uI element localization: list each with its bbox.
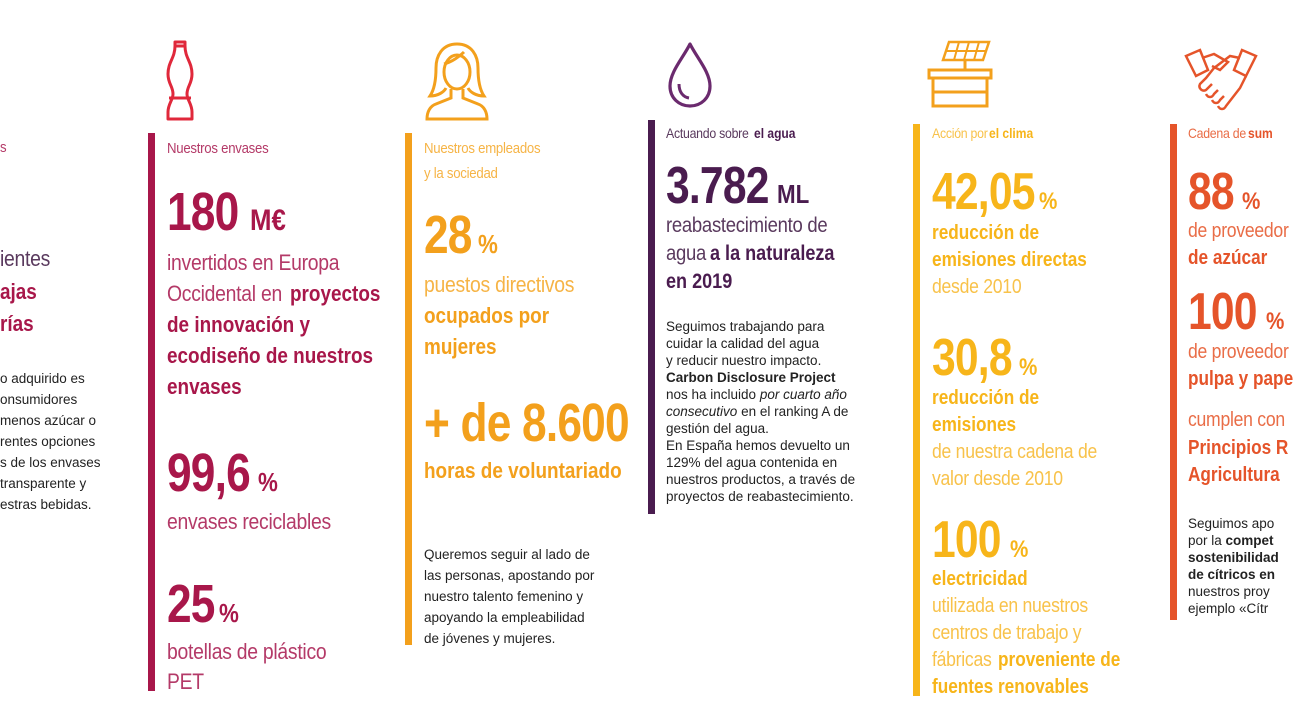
body-line: s de los envases (0, 455, 101, 470)
section-header (1188, 125, 1277, 141)
section-header-part: Acción por (932, 125, 988, 141)
stat-number: 42,05 (932, 163, 1035, 221)
stat-description-bold: a la naturaleza (709, 242, 835, 265)
stat-description: invertidos en Europa (167, 250, 340, 275)
body-line: menos azúcar o (0, 413, 97, 428)
stat-unit: % (478, 229, 498, 259)
stat-description: valor desde 2010 (932, 468, 1063, 490)
stat-description: centros de trabajo y (932, 622, 1082, 644)
woman-icon (422, 40, 492, 122)
body-part: en el ranking A de (741, 404, 849, 419)
body-line: cuidar la calidad del agua (666, 336, 820, 351)
body-line: de jóvenes y mujeres. (424, 631, 556, 646)
stat-180 (167, 183, 292, 241)
section-header-bold: sum (1247, 125, 1273, 141)
stat-description-bold: en 2019 (666, 270, 733, 293)
stat-description-bold: Principios R (1188, 437, 1289, 459)
accent-bar (148, 133, 155, 691)
stat-description-bold: mujeres (424, 334, 497, 359)
stat-description: ajas (0, 279, 37, 304)
accent-bar (405, 133, 412, 645)
accent-bar (648, 120, 655, 514)
body-italic: consecutivo (666, 404, 738, 419)
body-line: las personas, apostando por (424, 568, 595, 583)
body-line: onsumidores (0, 392, 78, 407)
stat-unit: % (1009, 536, 1029, 563)
stat-description-bold: Agricultura (1188, 464, 1280, 486)
body-line (1188, 532, 1274, 549)
section-header-part: Actuando sobre (666, 125, 749, 141)
stat-description-bold: ecodiseño de nuestros (167, 343, 374, 368)
body-line-bold: de cítricos en (1188, 567, 1276, 582)
stat-description-bold: proyectos (289, 281, 381, 306)
stat-description: cumplen con (1188, 409, 1285, 431)
stat-100-suppliers (1188, 284, 1287, 340)
body-line-bold: Carbon Disclosure Project (666, 370, 836, 385)
stat-description-bold: horas de voluntariado (424, 458, 622, 483)
handshake-icon (1184, 48, 1258, 114)
stat-30-8 (932, 330, 1041, 386)
stat-description-bold: proveniente de (997, 649, 1120, 671)
stat-number: 88 (1188, 163, 1234, 221)
stat-description: desde 2010 (932, 276, 1022, 298)
stat-description: rías (0, 311, 34, 336)
water-drop-icon (665, 40, 715, 110)
stat-number: + de 8.600 (424, 393, 629, 453)
body-line: transparente y (0, 476, 87, 491)
body-line: apoyando la empleabilidad (424, 610, 585, 625)
section-header-bold: el clima (989, 125, 1034, 141)
stat-99-6 (167, 444, 281, 502)
stat-description-part: fábricas (932, 649, 992, 671)
stat-description-bold: de innovación y (167, 312, 310, 337)
stat-description-bold: electricidad (932, 568, 1028, 590)
stat-number: 180 (167, 182, 239, 242)
stat-description: botellas de plástico (167, 639, 327, 664)
stat-unit: M€ (250, 204, 286, 237)
body-line: y reducir nuestro impacto. (666, 353, 822, 368)
stat-unit: ML (777, 179, 810, 209)
stat-description-bold: reducción de (932, 222, 1040, 244)
stat-100-electricity (932, 512, 1031, 568)
body-bold: compet (1225, 533, 1274, 548)
body-line: o adquirido es (0, 371, 85, 386)
accent-bar (1170, 124, 1177, 620)
stat-number: 100 (1188, 283, 1257, 341)
body-line-bold: sostenibilidad (1188, 550, 1279, 565)
stat-description (167, 281, 395, 307)
stat-description-bold: emisiones (932, 414, 1017, 436)
stat-description-bold: pulpa y pape (1188, 368, 1293, 390)
stat-description: ientes (0, 246, 51, 271)
stat-description: utilizada en nuestros (932, 595, 1088, 617)
stat-description: puestos directivos (424, 272, 575, 297)
stat-unit: % (1265, 308, 1285, 335)
body-line: Queremos seguir al lado de (424, 547, 590, 562)
body-line: Seguimos trabajando para (666, 319, 825, 334)
stat-description: de proveedor (1188, 341, 1289, 363)
stat-description: reabastecimiento de (666, 214, 828, 237)
stat-description: PET (167, 669, 204, 694)
stat-description-bold: reducción de (932, 387, 1040, 409)
stat-number: 25 (167, 574, 215, 634)
section-header-part: Cadena de (1188, 125, 1246, 141)
body-part: por la (1188, 533, 1222, 548)
section-header: s (0, 139, 7, 156)
stat-88 (1188, 164, 1263, 220)
body-line: 129% del agua contenida en (666, 455, 838, 470)
section-header (932, 125, 1041, 141)
stat-unit: % (1019, 354, 1038, 381)
body-line: estras bebidas. (0, 497, 92, 512)
body-line (666, 386, 847, 403)
body-line: rentes opciones (0, 434, 96, 449)
body-part: nos ha incluido (666, 387, 757, 402)
body-line: nuestro talento femenino y (424, 589, 584, 604)
stat-25 (167, 575, 242, 633)
stat-description: de proveedor (1188, 220, 1289, 242)
stat-unit: % (1241, 188, 1261, 215)
solar-panel-icon (927, 38, 993, 110)
stat-unit: % (219, 598, 239, 628)
stat-description (666, 242, 854, 266)
stat-42-05 (932, 164, 1060, 220)
body-line: proyectos de reabastecimiento. (666, 489, 854, 504)
stat-unit: % (258, 467, 278, 497)
section-header-bold: el agua (753, 125, 796, 141)
body-line: Seguimos apo (1188, 516, 1275, 531)
section-header (666, 125, 802, 141)
section-header: y la sociedad (424, 165, 498, 182)
section-header: Nuestros envases (167, 140, 269, 157)
stat-number: 100 (932, 511, 1001, 569)
body-line: En España hemos devuelto un (666, 438, 850, 453)
stat-unit: % (1039, 188, 1058, 215)
bottle-icon (163, 40, 197, 122)
stat-description-bold: emisiones directas (932, 249, 1087, 271)
stat-description (932, 649, 1140, 672)
body-line (666, 403, 848, 420)
stat-number: 3.782 (666, 157, 769, 215)
stat-3782 (666, 158, 815, 214)
stat-28 (424, 206, 501, 264)
stat-number: 30,8 (932, 329, 1012, 387)
stat-number: 28 (424, 205, 472, 265)
body-line: ejemplo «Cítr (1188, 601, 1269, 616)
body-italic: por cuarto año (759, 387, 847, 402)
body-line: nuestros productos, a través de (666, 472, 856, 487)
accent-bar (913, 124, 920, 696)
stat-description-bold: fuentes renovables (932, 676, 1089, 698)
stat-description: envases reciclables (167, 509, 331, 534)
stat-description-bold: envases (167, 374, 242, 399)
section-header: Nuestros empleados (424, 140, 541, 157)
stat-description: de nuestra cadena de (932, 441, 1097, 463)
stat-description-bold: ocupados por (424, 303, 550, 328)
stat-description-part: agua (666, 242, 707, 265)
stat-description-bold: de azúcar (1188, 247, 1268, 269)
stat-number: 99,6 (167, 443, 250, 503)
body-line: gestión del agua. (666, 421, 769, 436)
stat-description-part: Occidental en (167, 281, 282, 306)
body-line: nuestros proy (1188, 584, 1270, 599)
